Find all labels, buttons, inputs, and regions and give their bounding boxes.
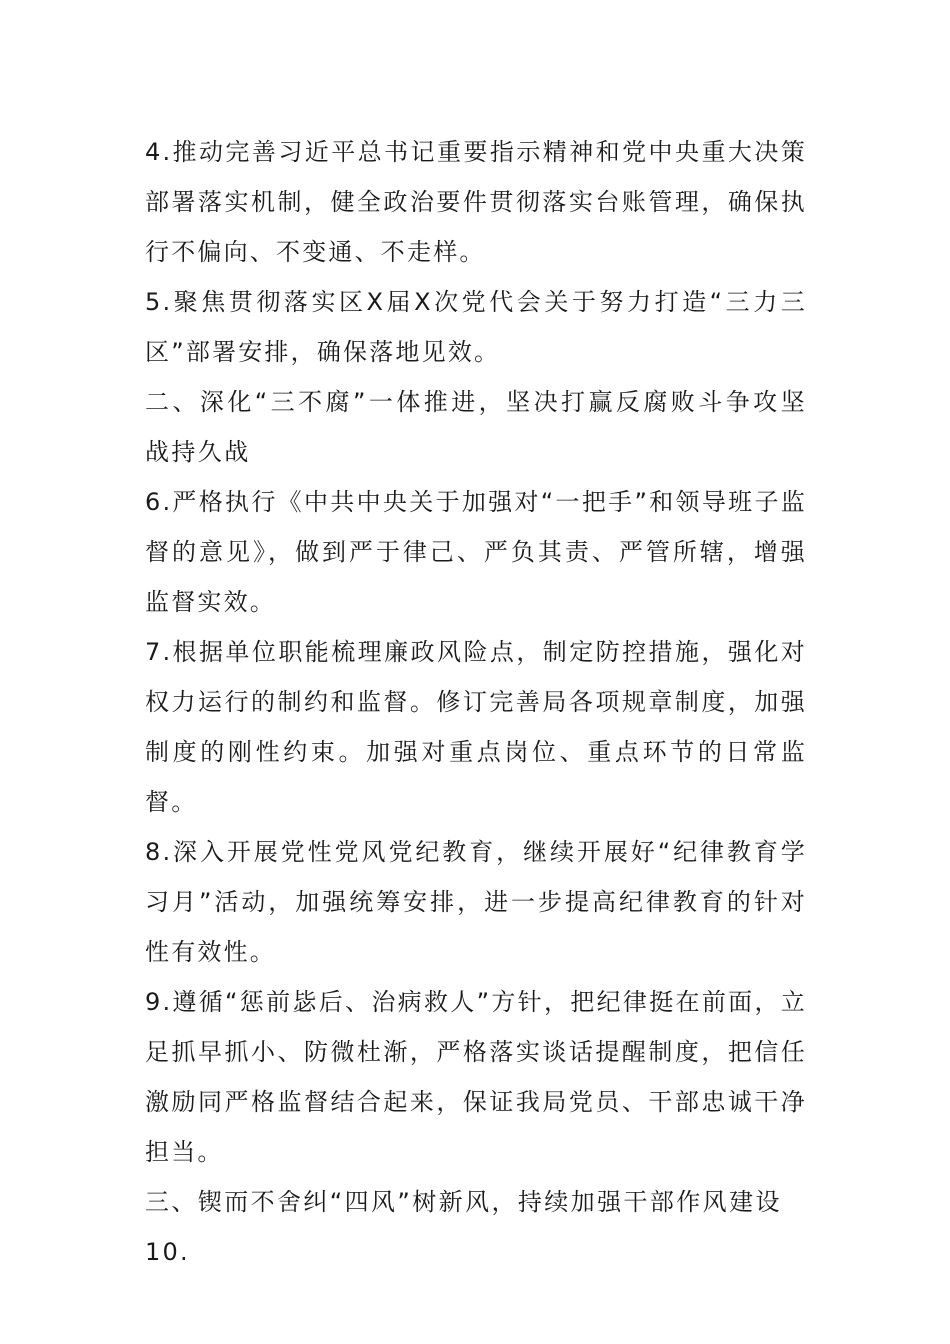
section-heading-2: 二、深化“三不腐”一体推进，坚决打赢反腐败斗争攻坚战持久战	[145, 388, 807, 466]
paragraph-item-5: 5.聚焦贯彻落实区X届X次党代会关于努力打造“三力三区”部署安排，确保落地见效。	[145, 288, 807, 366]
paragraph-item-8: 8.深入开展党性党风党纪教育，继续开展好“纪律教育学习月”活动，加强统筹安排，进一步提高纪律教育的针对性有效性。	[145, 838, 807, 966]
paragraph-item-10: 10.	[145, 1238, 190, 1266]
section-heading-3: 三、锲而不舍纠“四风”树新风，持续加强干部作风建设	[145, 1188, 782, 1216]
paragraph-item-9: 9.遵循“惩前毖后、治病救人”方针，把纪律挺在前面，立足抓早抓小、防微杜渐，严格落实谈话提醒制度，把信任激励同严格监督结合起来，保证我局党员、干部忠诚干净担当。	[145, 988, 807, 1166]
paragraph-item-6: 6.严格执行《中共中央关于加强对“一把手”和领导班子监督的意见》，做到严于律己、严负其责、严管所辖，增强监督实效。	[145, 488, 807, 616]
paragraph-item-7: 7.根据单位职能梳理廉政风险点，制定防控措施，强化对权力运行的制约和监督。修订完善局各项规章制度，加强制度的刚性约束。加强对重点岗位、重点环节的日常监督。	[145, 638, 807, 816]
paragraph-item-4: 4.推动完善习近平总书记重要指示精神和党中央重大决策部署落实机制，健全政治要件贯彻落实台账管理，确保执行不偏向、不变通、不走样。	[145, 138, 807, 266]
document-body	[145, 127, 807, 1277]
